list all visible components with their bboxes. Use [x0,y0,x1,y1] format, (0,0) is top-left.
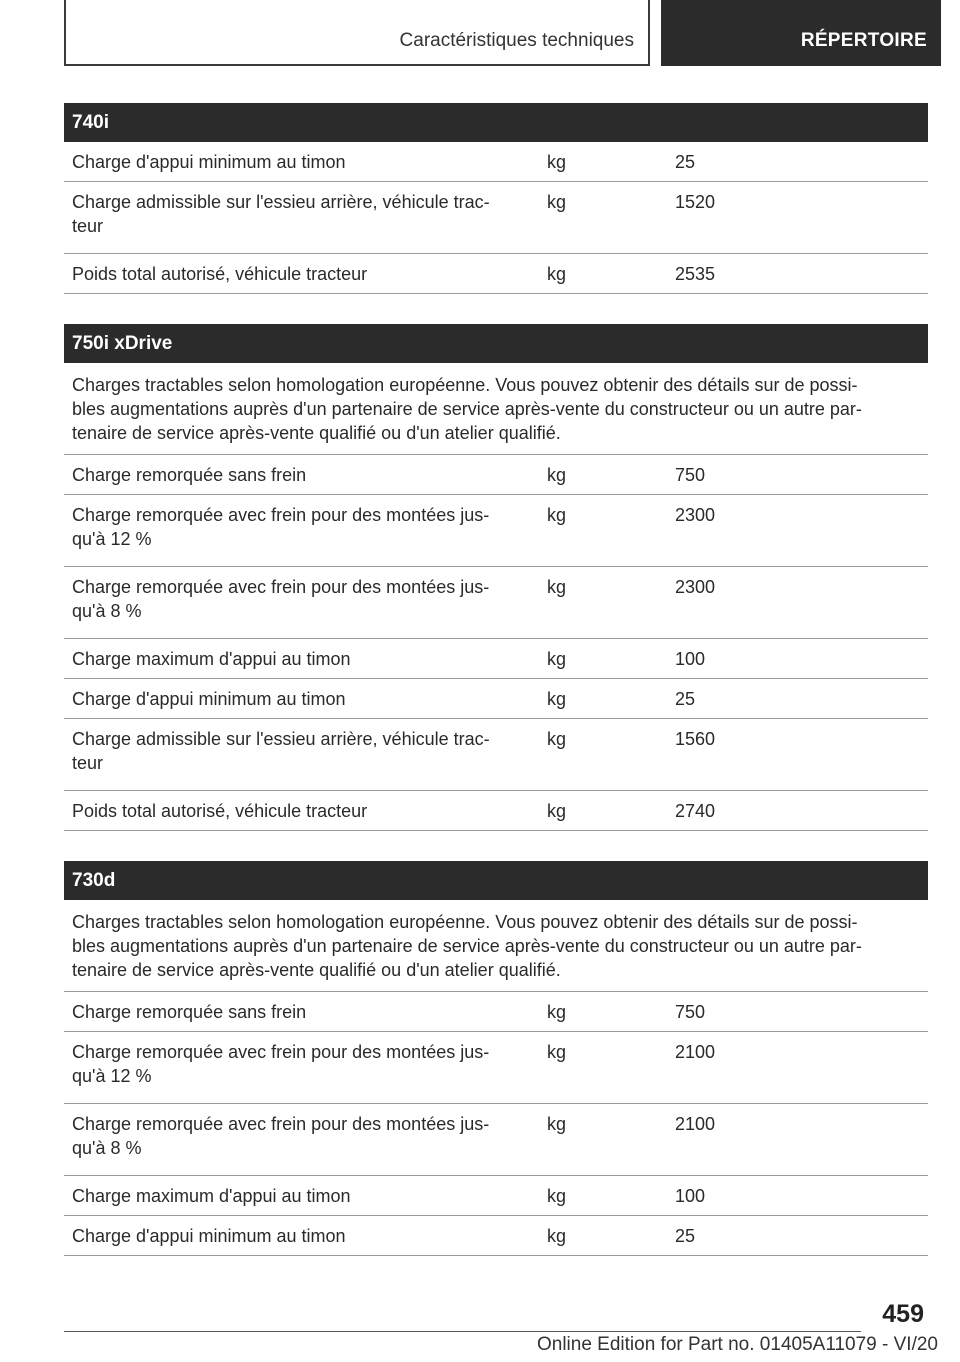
table-row [64,1032,928,1104]
row-unit: kg [547,649,567,669]
row-value: 750 [675,1002,706,1022]
section-note: Charges tractables selon homologation européenne. Vous pouvez obtenir des détails sur de possi- bles augmentations auprès d'un partenaire de service après-vente du constructeur ou un autre par- tenaire de service après-vente qualifié ou d'un atelier qualifié. [64,363,928,455]
row-label: Charge admissible sur l'essieu arrière, véhicule trac- teur [72,192,490,236]
spec-section [64,324,928,831]
row-value: 2535 [675,264,716,284]
table-row [64,719,928,791]
row-unit: kg [547,1186,567,1206]
row-label: Charge d'appui minimum au timon [72,689,346,709]
row-label: Charge d'appui minimum au timon [72,152,346,172]
row-unit: kg [547,1114,567,1134]
row-label: Charge remorquée sans frein [72,465,307,485]
row-label: Poids total autorisé, véhicule tracteur [72,264,368,284]
row-unit: kg [547,801,567,821]
row-value: 1520 [675,192,716,212]
row-value: 2100 [675,1042,716,1062]
page-number: 459 [882,1300,924,1328]
row-value: 25 [675,1226,696,1246]
spec-section [64,861,928,1256]
index-tab[interactable] [661,0,941,66]
table-row [64,567,928,639]
table-row [64,1216,928,1256]
row-value: 100 [675,649,706,669]
table-row [64,182,928,254]
table-row [64,992,928,1032]
row-unit: kg [547,264,567,284]
row-label: Charge admissible sur l'essieu arrière, véhicule trac- teur [72,729,490,773]
section-title: 740i [64,103,928,142]
row-value: 750 [675,465,706,485]
table-row [64,1104,928,1176]
table-row [64,254,928,294]
row-value: 2100 [675,1114,716,1134]
row-unit: kg [547,1002,567,1022]
row-value: 25 [675,689,696,709]
table-row [64,495,928,567]
section-tab[interactable] [64,0,650,66]
table-row [64,679,928,719]
row-label: Poids total autorisé, véhicule tracteur [72,801,368,821]
table-row [64,455,928,495]
index-tab-label: RÉPERTOIRE [800,30,927,51]
section-title: 750i xDrive [64,324,928,363]
row-unit: kg [547,192,567,212]
row-value: 1560 [675,729,716,749]
table-row [64,791,928,831]
row-value: 2740 [675,801,716,821]
footer-divider [64,1331,861,1332]
row-unit: kg [547,577,567,597]
table-row [64,142,928,182]
row-value: 100 [675,1186,706,1206]
footer-edition: Online Edition for Part no. 01405A11079 - VI/20 [536,1334,938,1355]
table-row [64,1176,928,1216]
row-label: Charge maximum d'appui au timon [72,1186,351,1206]
spec-tables [64,103,928,1286]
section-tab-label: Caractéristiques techniques [399,30,634,51]
row-unit: kg [547,465,567,485]
row-unit: kg [547,152,567,172]
row-unit: kg [547,1226,567,1246]
table-row [64,639,928,679]
row-label: Charge remorquée avec frein pour des montées jus- qu'à 8 % [72,577,490,621]
row-value: 2300 [675,577,716,597]
row-label: Charge d'appui minimum au timon [72,1226,346,1246]
row-label: Charge remorquée avec frein pour des montées jus- qu'à 12 % [72,505,490,549]
row-unit: kg [547,505,567,525]
row-value: 2300 [675,505,716,525]
row-label: Charge remorquée avec frein pour des montées jus- qu'à 12 % [72,1042,490,1086]
row-value: 25 [675,152,696,172]
row-unit: kg [547,1042,567,1062]
row-label: Charge remorquée avec frein pour des montées jus- qu'à 8 % [72,1114,490,1158]
row-unit: kg [547,729,567,749]
row-label: Charge remorquée sans frein [72,1002,307,1022]
row-unit: kg [547,689,567,709]
spec-section [64,103,928,294]
row-label: Charge maximum d'appui au timon [72,649,351,669]
section-note: Charges tractables selon homologation européenne. Vous pouvez obtenir des détails sur de possi- bles augmentations auprès d'un partenaire de service après-vente du constructeur ou un autre par- tenaire de service après-vente qualifié ou d'un atelier qualifié. [64,900,928,992]
section-title: 730d [64,861,928,900]
